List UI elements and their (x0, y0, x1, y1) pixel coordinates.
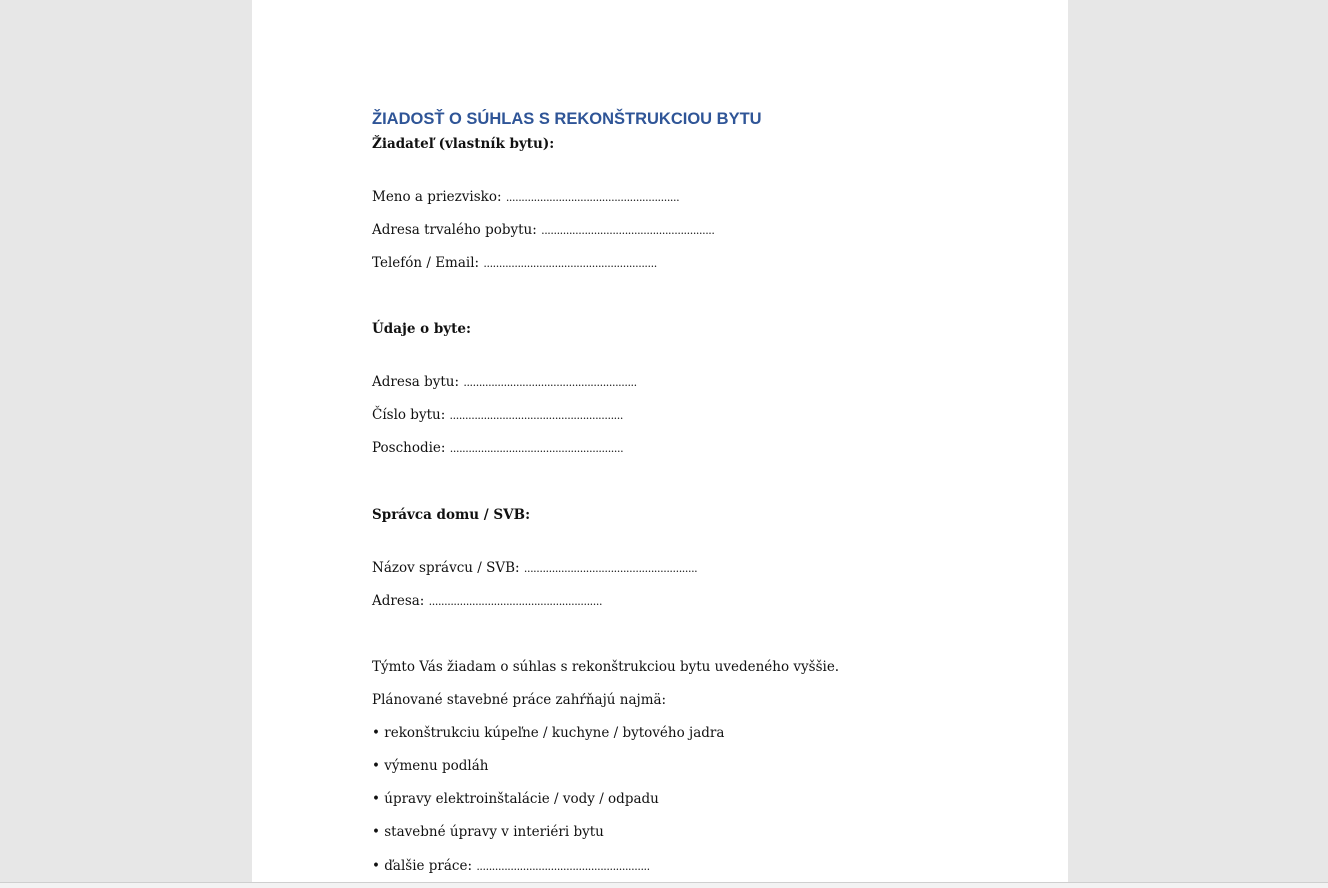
apartment-address-line (372, 374, 637, 390)
bottom-status-strip (0, 882, 1328, 888)
fill-in-placeholder: ........................................................ (449, 409, 623, 422)
manager-address-line (372, 593, 602, 609)
apartment-number-label: Číslo bytu: (372, 407, 446, 423)
manager-address-label: Adresa: (372, 593, 425, 609)
apartment-floor-label: Poschodie: (372, 440, 446, 456)
applicant-address-line (372, 222, 715, 238)
fill-in-placeholder: ........................................................ (449, 442, 624, 455)
work-item-other-line (372, 858, 650, 874)
fill-in-placeholder: ........................................................ (463, 376, 637, 389)
apartment-address-label: Adresa bytu: (372, 374, 460, 390)
manager-name-label: Názov správcu / SVB: (372, 560, 520, 576)
applicant-address-label: Adresa trvalého pobytu: (372, 222, 537, 238)
fill-in-placeholder: ........................................................ (505, 191, 680, 204)
applicant-name-line (372, 189, 679, 205)
applicant-name-label: Meno a priezvisko: (372, 189, 502, 205)
work-item: • stavebné úpravy v interiéri bytu (372, 824, 604, 840)
manager-heading: Správca domu / SVB: (372, 507, 531, 523)
fill-in-placeholder: ........................................................ (483, 257, 657, 270)
document-page (252, 0, 1068, 882)
fill-in-placeholder: ........................................................ (428, 595, 603, 608)
work-item: • výmenu podláh (372, 758, 489, 774)
apartment-heading: Údaje o byte: (372, 321, 471, 337)
fill-in-placeholder: ........................................................ (523, 562, 698, 575)
request-planned: Plánované stavebné práce zahŕňajú najmä: (372, 692, 667, 708)
document-title: ŽIADOSŤ O SÚHLAS S REKONŠTRUKCIOU BYTU (372, 110, 762, 128)
manager-name-line (372, 560, 697, 576)
request-intro: Týmto Vás žiadam o súhlas s rekonštrukciou bytu uvedeného vyššie. (372, 659, 840, 675)
work-item: • ďalšie práce: (372, 858, 473, 874)
applicant-contact-line (372, 255, 657, 271)
work-item: • rekonštrukciu kúpeľne / kuchyne / bytového jadra (372, 725, 725, 741)
apartment-floor-line (372, 440, 623, 456)
work-item: • úpravy elektroinštalácie / vody / odpadu (372, 791, 659, 807)
fill-in-placeholder: ........................................................ (476, 860, 650, 873)
applicant-heading: Žiadateľ (vlastník bytu): (372, 136, 555, 152)
applicant-contact-label: Telefón / Email: (372, 255, 480, 271)
apartment-number-line (372, 407, 623, 423)
fill-in-placeholder: ........................................................ (541, 224, 715, 237)
